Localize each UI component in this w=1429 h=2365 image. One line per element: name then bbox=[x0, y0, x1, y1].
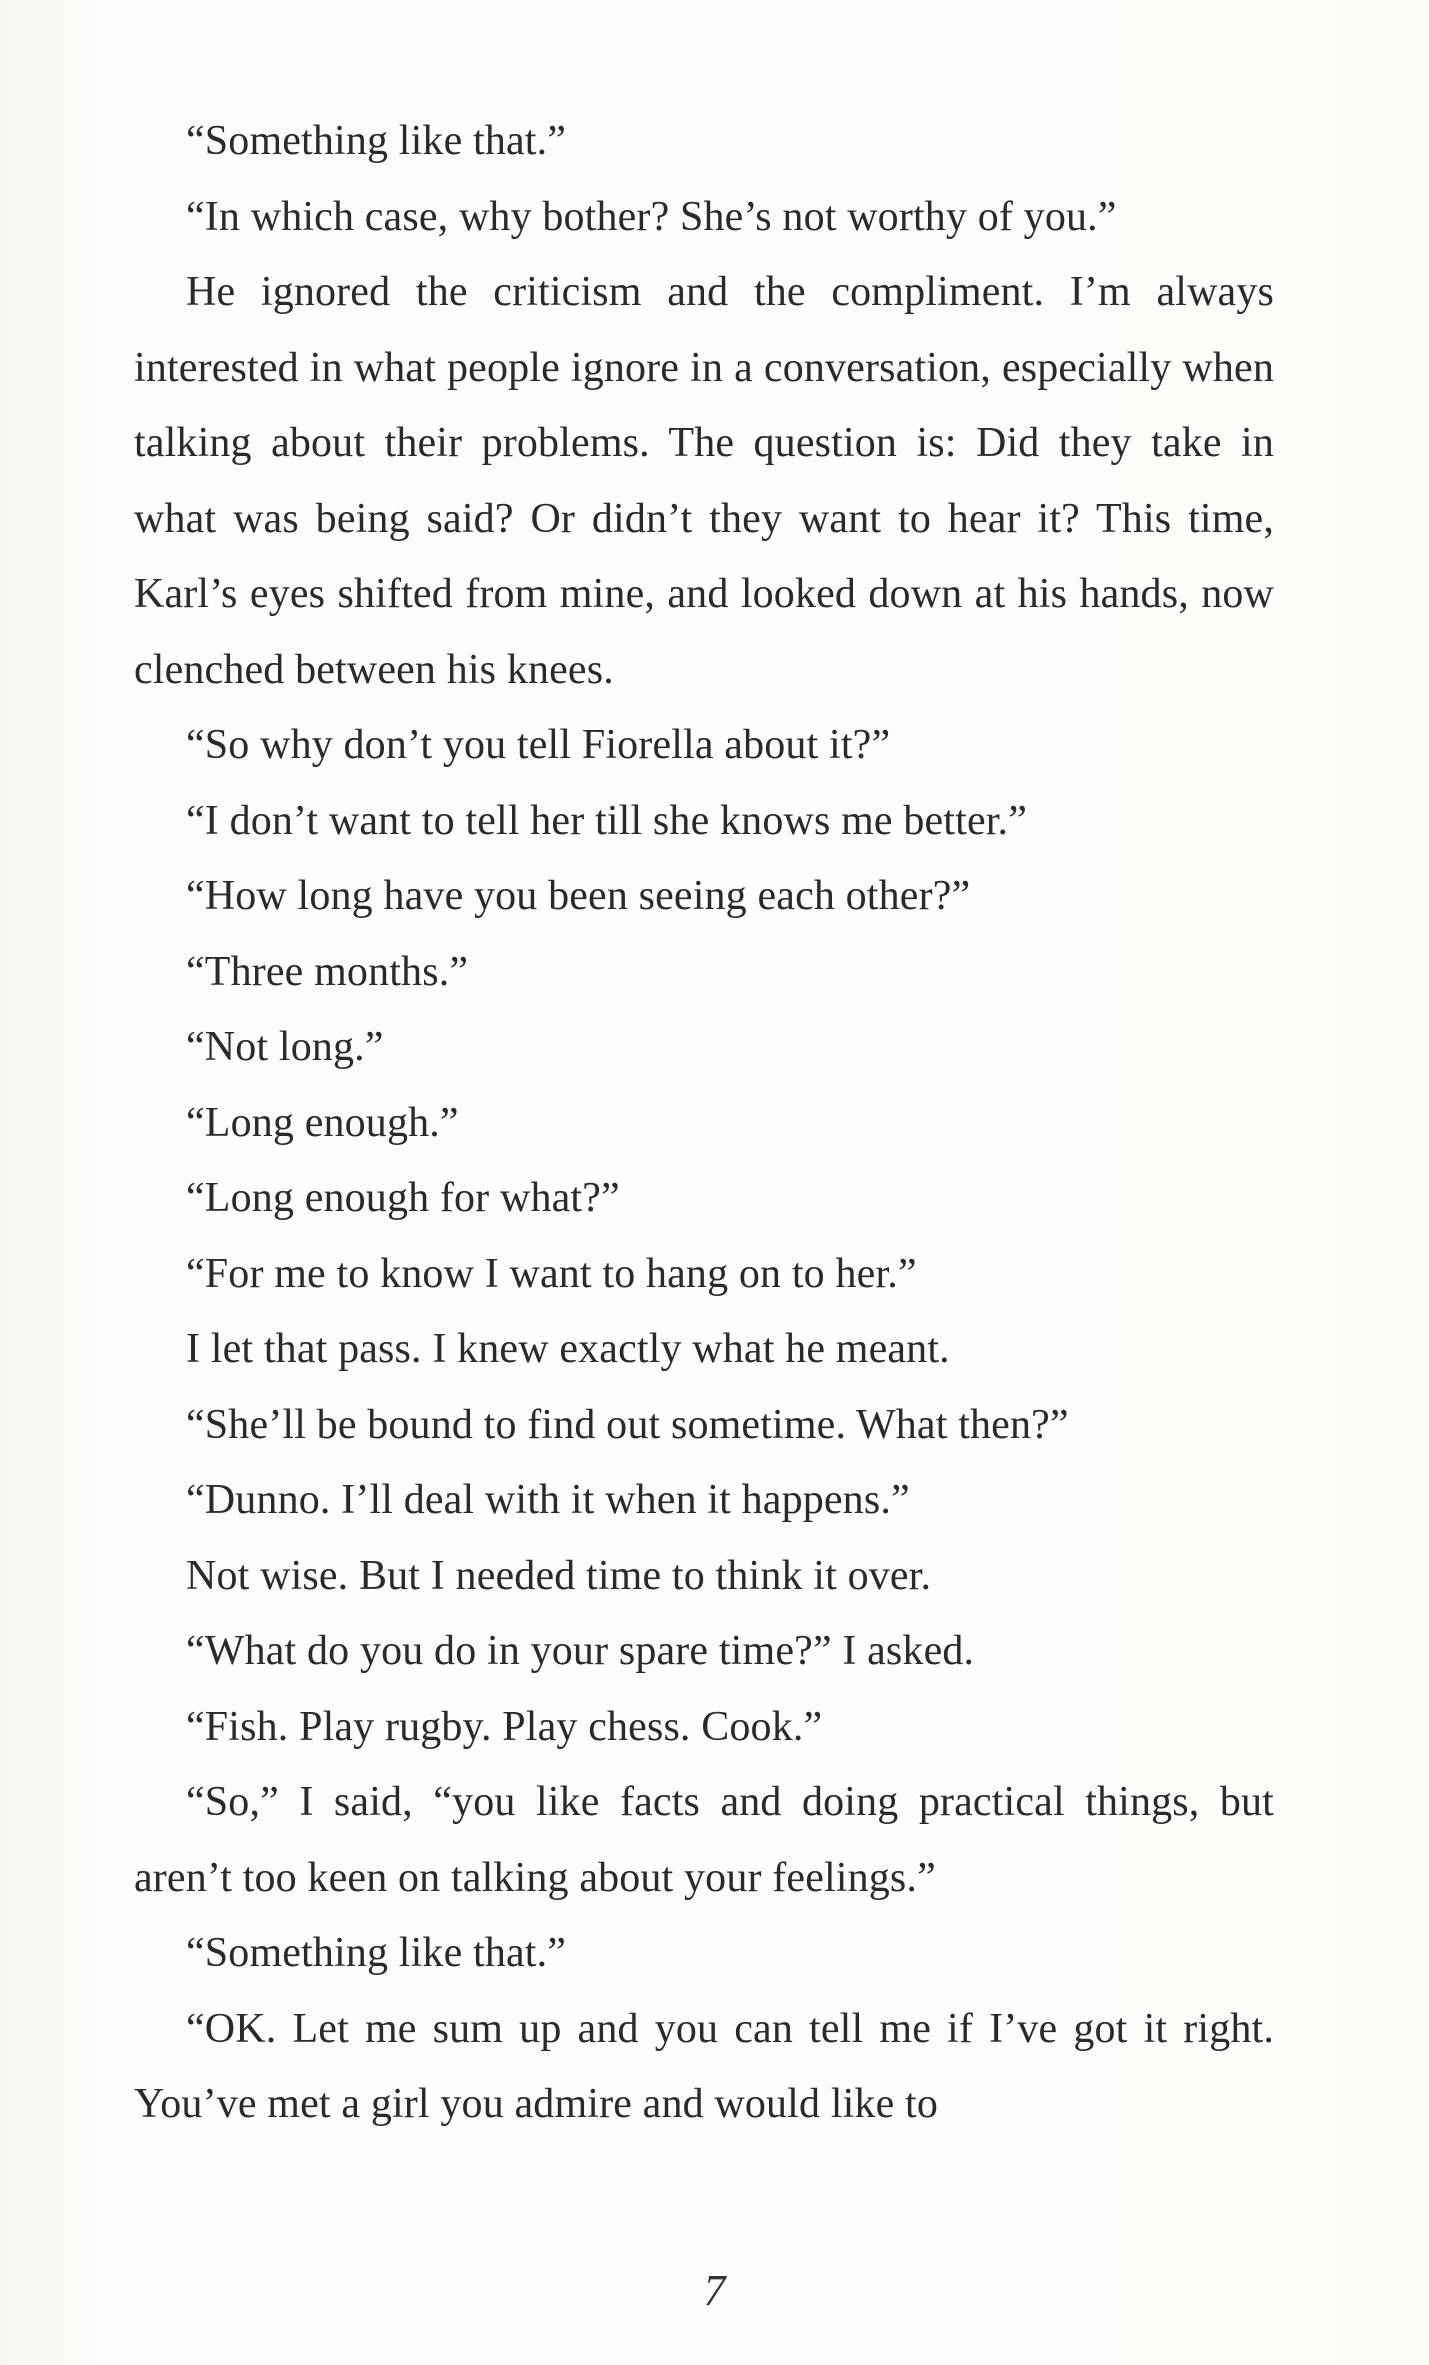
paragraph-7: “Three months.” bbox=[186, 948, 469, 995]
paragraph-13: “She’ll be bound to find out sometime. What then?” bbox=[186, 1401, 1069, 1448]
paragraph-18: “So,” I said, “you like facts and doing practical things, but aren’t too keen on talking about your feelings.” bbox=[134, 1779, 1274, 1901]
paragraph-20: “OK. Let me sum up and you can tell me if I’ve got it right. You’ve met a girl you admire and would like to bbox=[134, 2005, 1274, 2127]
paragraph-17: “Fish. Play rugby. Play chess. Cook.” bbox=[186, 1703, 823, 1750]
body-text bbox=[134, 104, 1274, 2143]
paragraph-12: I let that pass. I knew exactly what he meant. bbox=[186, 1326, 950, 1372]
paragraph-6: “How long have you been seeing each other?” bbox=[186, 873, 971, 919]
paragraph-15: Not wise. But I needed time to think it over. bbox=[186, 1552, 932, 1599]
paragraph-9: “Long enough.” bbox=[186, 1099, 459, 1146]
paragraph-10: “Long enough for what?” bbox=[186, 1175, 620, 1221]
paragraph-3: He ignored the criticism and the compliment. I’m always interested in what people ignore in a conversation, especially when talking about their problems. The question is: Did they take in what was being said? Or didn’t they want to hear it? This time, Karl’s eyes shifted from mine, and looked down at his hands, now clenched between his knees. bbox=[134, 269, 1274, 693]
paragraph-4: “So why don’t you tell Fiorella about it?” bbox=[186, 722, 891, 768]
paragraph-14: “Dunno. I’ll deal with it when it happens.” bbox=[186, 1477, 910, 1523]
paragraph-19: “Something like that.” bbox=[186, 1930, 567, 1976]
paragraph-8: “Not long.” bbox=[186, 1024, 384, 1070]
paragraph-16: “What do you do in your spare time?” I asked. bbox=[186, 1628, 975, 1674]
paragraph-11: “For me to know I want to hang on to her.” bbox=[186, 1250, 917, 1297]
paragraph-2: “In which case, why bother? She’s not worthy of you.” bbox=[186, 193, 1117, 240]
page-number: 7 bbox=[703, 2266, 726, 2315]
paragraph-1: “Something like that.” bbox=[186, 118, 567, 164]
paragraph-5: “I don’t want to tell her till she knows me better.” bbox=[186, 797, 1027, 844]
